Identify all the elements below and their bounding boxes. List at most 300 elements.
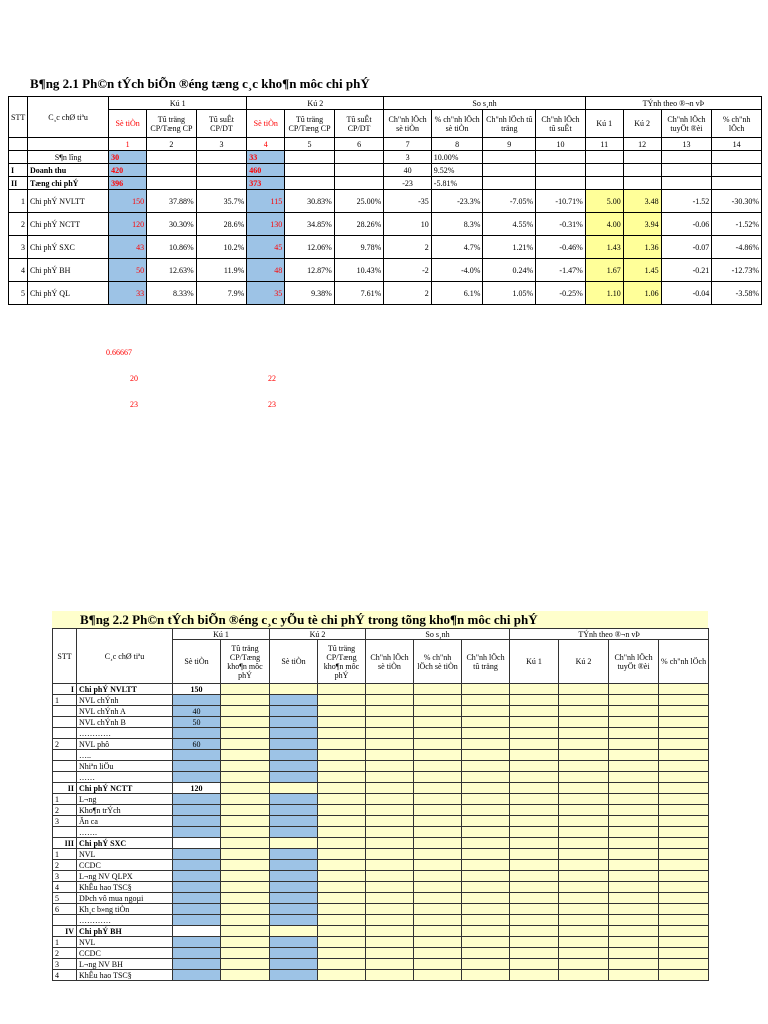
empty-cell xyxy=(559,970,609,981)
empty-cell xyxy=(609,904,659,915)
empty-cell xyxy=(366,761,414,772)
cell-ucl: -0.04 xyxy=(661,282,712,305)
table-row xyxy=(53,805,709,816)
row-label: Chi phÝ NCTT xyxy=(77,783,173,794)
cell-amount-1 xyxy=(173,728,221,739)
cell-upct: -4.86% xyxy=(712,236,762,259)
empty-cell xyxy=(559,772,609,783)
table-row xyxy=(53,948,709,959)
cell-ts2: 9.78% xyxy=(334,236,384,259)
empty-cell xyxy=(221,728,270,739)
empty-cell xyxy=(462,827,510,838)
cost-element-table xyxy=(52,628,709,981)
empty-cell xyxy=(609,948,659,959)
header-indicators: C¸c chØ tiªu xyxy=(27,97,108,138)
empty-cell xyxy=(414,794,462,805)
cell-clts: -0.46% xyxy=(536,236,586,259)
empty-cell xyxy=(366,695,414,706)
row-label: CCDC xyxy=(77,860,173,871)
empty-cell xyxy=(559,816,609,827)
header-ratio-2: Tû suÊt CP/DT xyxy=(334,110,384,138)
empty-cell xyxy=(270,783,318,794)
empty-cell xyxy=(609,937,659,948)
empty-cell xyxy=(270,860,318,871)
row-label: Chi phÝ BH xyxy=(27,259,108,282)
cell-stt: 2 xyxy=(53,860,77,871)
table-row xyxy=(53,838,709,849)
cell-cl: 2 xyxy=(384,236,431,259)
row-label: Kh¸c b»ng tiÒn xyxy=(77,904,173,915)
table-row xyxy=(9,282,762,305)
empty-cell xyxy=(559,728,609,739)
empty-cell xyxy=(221,717,270,728)
loose-value: 0.66667 xyxy=(106,348,132,357)
empty-cell xyxy=(559,915,609,926)
empty-cell xyxy=(462,948,510,959)
cell-u2: 1.45 xyxy=(623,259,661,282)
cell-tt2: 12.06% xyxy=(285,236,335,259)
table-row xyxy=(53,915,709,926)
empty-cell xyxy=(366,750,414,761)
header-pct-diff-amount: % ch"nh lÖch sè tiÒn xyxy=(431,110,483,138)
empty-cell xyxy=(609,849,659,860)
cell-upct: -1.52% xyxy=(712,213,762,236)
cell-clts: -0.31% xyxy=(536,213,586,236)
cell-clts: -0.25% xyxy=(536,282,586,305)
empty-cell xyxy=(270,772,318,783)
empty-cell xyxy=(609,926,659,937)
empty-cell xyxy=(659,794,709,805)
empty-cell xyxy=(414,893,462,904)
empty-cell xyxy=(414,728,462,739)
empty-cell xyxy=(659,970,709,981)
empty-cell xyxy=(559,860,609,871)
empty-cell xyxy=(462,849,510,860)
empty-cell xyxy=(318,882,366,893)
empty-cell xyxy=(270,750,318,761)
cost-analysis-table xyxy=(8,96,762,305)
row-label: L¬ng NV BH xyxy=(77,959,173,970)
header-diff-share: Ch"nh lÖch tû träng xyxy=(483,110,536,138)
cell-stt xyxy=(53,761,77,772)
empty-cell xyxy=(414,706,462,717)
empty-cell xyxy=(221,684,270,695)
empty-cell xyxy=(510,849,559,860)
empty-cell xyxy=(318,849,366,860)
cell-ucl: -1.52 xyxy=(661,190,712,213)
empty-cell xyxy=(659,783,709,794)
empty-cell xyxy=(609,882,659,893)
cell-ucl: -0.21 xyxy=(661,259,712,282)
empty-cell xyxy=(559,937,609,948)
cell-pct: 4.7% xyxy=(431,236,483,259)
table-row xyxy=(53,860,709,871)
cell-pct: -23.3% xyxy=(431,190,483,213)
header-amount-2: Sè tiÒn xyxy=(270,640,318,684)
cell-stt: 3 xyxy=(53,959,77,970)
empty-cell xyxy=(366,959,414,970)
empty-cell xyxy=(270,728,318,739)
header-period1: Kú 1 xyxy=(173,629,270,640)
empty-cell xyxy=(366,684,414,695)
cell-st1: 33 xyxy=(109,282,147,305)
empty-cell xyxy=(366,882,414,893)
cell-st1: 120 xyxy=(109,213,147,236)
empty-cell xyxy=(559,739,609,750)
empty-cell xyxy=(462,695,510,706)
cell-tt2: 9.38% xyxy=(285,282,335,305)
empty-cell xyxy=(414,926,462,937)
empty-cell xyxy=(318,794,366,805)
header-share-1: Tû träng CP/Tæng kho¶n môc phÝ xyxy=(221,640,270,684)
table2-title: B¶ng 2.2 Ph©n tÝch biÕn ®éng c¸c yÕu tè chi phÝ trong tõng kho¶n môc chi phÝ xyxy=(80,612,538,627)
row-label: ….. xyxy=(77,750,173,761)
empty-cell xyxy=(270,838,318,849)
empty-cell xyxy=(318,893,366,904)
empty-cell xyxy=(221,739,270,750)
header-diff-share: Ch"nh lÖch tû träng xyxy=(462,640,510,684)
empty-cell xyxy=(414,915,462,926)
empty-cell xyxy=(510,860,559,871)
header-unit-period2: Kú 2 xyxy=(559,640,609,684)
empty-cell xyxy=(609,915,659,926)
empty-cell xyxy=(270,904,318,915)
empty-cell xyxy=(318,772,366,783)
loose-value: 23 xyxy=(130,400,138,409)
empty-cell xyxy=(462,739,510,750)
cell-upct: -12.73% xyxy=(712,259,762,282)
col-number: 4 xyxy=(247,138,285,151)
empty-cell xyxy=(609,838,659,849)
empty-cell xyxy=(414,750,462,761)
empty-cell xyxy=(366,739,414,750)
empty-cell xyxy=(366,849,414,860)
empty-cell xyxy=(510,805,559,816)
cell-st1: 150 xyxy=(109,190,147,213)
empty-cell xyxy=(559,717,609,728)
empty-cell xyxy=(462,728,510,739)
header-unit-period1: Kú 1 xyxy=(585,110,623,138)
cell-st1: 50 xyxy=(109,259,147,282)
table-row xyxy=(53,816,709,827)
cell-u2: 1.06 xyxy=(623,282,661,305)
cell-stt: 1 xyxy=(53,937,77,948)
table-row xyxy=(53,849,709,860)
cell-amount-1 xyxy=(173,849,221,860)
empty-cell xyxy=(510,893,559,904)
cell-cl: -35 xyxy=(384,190,431,213)
header-unit-abs-diff: Ch"nh lÖch tuyÖt ®èi xyxy=(609,640,659,684)
empty-cell xyxy=(318,838,366,849)
empty-cell xyxy=(270,948,318,959)
cell-tt1: 10.86% xyxy=(147,236,197,259)
cell-u1: 5.00 xyxy=(585,190,623,213)
table-row xyxy=(9,190,762,213)
empty-cell xyxy=(510,827,559,838)
empty-cell xyxy=(659,948,709,959)
empty-cell xyxy=(366,717,414,728)
empty-cell xyxy=(221,959,270,970)
empty-cell xyxy=(462,783,510,794)
empty-cell xyxy=(559,948,609,959)
table-row xyxy=(9,213,762,236)
cell-ts2: 28.26% xyxy=(334,213,384,236)
row-label: NVL chÝnh B xyxy=(77,717,173,728)
cell-upct: -30.30% xyxy=(712,190,762,213)
empty-cell xyxy=(318,805,366,816)
cell-stt: I xyxy=(53,684,77,695)
cell-stt: 5 xyxy=(9,282,28,305)
table-row xyxy=(53,695,709,706)
cell-cltt: 1.05% xyxy=(483,282,536,305)
header-comparison: So s¸nh xyxy=(384,97,585,110)
empty-cell xyxy=(659,838,709,849)
cell-stt: 6 xyxy=(53,904,77,915)
empty-cell xyxy=(270,893,318,904)
header-period2: Kú 2 xyxy=(270,629,366,640)
empty-cell xyxy=(366,970,414,981)
table-row: II Tæng chi phÝ 396 373 -23 -5.81% xyxy=(9,177,762,190)
empty-cell xyxy=(270,937,318,948)
empty-cell xyxy=(366,860,414,871)
empty-cell xyxy=(414,783,462,794)
row-label: S¶n lîng xyxy=(27,151,108,164)
empty-cell xyxy=(559,904,609,915)
col-number: 2 xyxy=(147,138,197,151)
row-label: ……. xyxy=(77,827,173,838)
empty-cell xyxy=(318,959,366,970)
row-label: Chi phÝ NVLTT xyxy=(27,190,108,213)
cell-clts: -1.47% xyxy=(536,259,586,282)
cell-tt1: 8.33% xyxy=(147,282,197,305)
empty-cell xyxy=(414,871,462,882)
cell-amount-1 xyxy=(173,827,221,838)
empty-cell xyxy=(462,761,510,772)
empty-cell xyxy=(221,904,270,915)
cell-tt2: 30.83% xyxy=(285,190,335,213)
table-row xyxy=(53,684,709,695)
empty-cell xyxy=(414,761,462,772)
empty-cell xyxy=(270,849,318,860)
empty-cell xyxy=(414,805,462,816)
cell-st2: 35 xyxy=(247,282,285,305)
row-label: Kho¶n trÝch xyxy=(77,805,173,816)
empty-cell xyxy=(609,827,659,838)
cell-cltt: 4.55% xyxy=(483,213,536,236)
cell-clts: -10.71% xyxy=(536,190,586,213)
empty-cell xyxy=(510,794,559,805)
cell-u1: 1.10 xyxy=(585,282,623,305)
empty-cell xyxy=(510,882,559,893)
loose-value: 20 xyxy=(130,374,138,383)
empty-cell xyxy=(414,827,462,838)
empty-cell xyxy=(270,827,318,838)
cell-cltt: -7.05% xyxy=(483,190,536,213)
empty-cell xyxy=(270,915,318,926)
empty-cell xyxy=(270,805,318,816)
empty-cell xyxy=(659,959,709,970)
row-label: NVL xyxy=(77,937,173,948)
row-label: DÞch vô mua ngoµi xyxy=(77,893,173,904)
table-row xyxy=(53,728,709,739)
table-row: S¶n lîng 30 33 3 10.00% xyxy=(9,151,762,164)
table-row xyxy=(53,959,709,970)
empty-cell xyxy=(414,904,462,915)
header-per-unit: TÝnh theo ®¬n vÞ xyxy=(510,629,709,640)
empty-cell xyxy=(318,761,366,772)
empty-cell xyxy=(318,937,366,948)
header-unit-period1: Kú 1 xyxy=(510,640,559,684)
empty-cell xyxy=(318,816,366,827)
col-number: 14 xyxy=(712,138,762,151)
empty-cell xyxy=(559,695,609,706)
cell-amount-1 xyxy=(173,871,221,882)
empty-cell xyxy=(609,805,659,816)
empty-cell xyxy=(510,717,559,728)
cell-amount-1 xyxy=(173,893,221,904)
cell-amount-1 xyxy=(173,959,221,970)
empty-cell xyxy=(462,937,510,948)
empty-cell xyxy=(659,860,709,871)
row-label: Ăn ca xyxy=(77,816,173,827)
empty-cell xyxy=(462,959,510,970)
empty-cell xyxy=(414,937,462,948)
empty-cell xyxy=(221,794,270,805)
col-number: 13 xyxy=(661,138,712,151)
loose-value: 23 xyxy=(268,400,276,409)
header-share-1: Tû träng CP/Tæng CP xyxy=(147,110,197,138)
empty-cell xyxy=(609,794,659,805)
empty-cell xyxy=(366,948,414,959)
table-row xyxy=(53,772,709,783)
empty-cell xyxy=(510,706,559,717)
empty-cell xyxy=(366,805,414,816)
row-label: KhÊu hao TSC§ xyxy=(77,882,173,893)
empty-cell xyxy=(318,728,366,739)
empty-cell xyxy=(559,838,609,849)
cell-stt: 4 xyxy=(53,970,77,981)
table-row xyxy=(53,827,709,838)
row-label: ………… xyxy=(77,915,173,926)
cell-tt2: 12.87% xyxy=(285,259,335,282)
empty-cell xyxy=(414,684,462,695)
empty-cell xyxy=(659,893,709,904)
empty-cell xyxy=(659,849,709,860)
table-row xyxy=(53,882,709,893)
cell-cl: -2 xyxy=(384,259,431,282)
empty-cell xyxy=(510,871,559,882)
cell-stt: 4 xyxy=(9,259,28,282)
empty-cell xyxy=(318,915,366,926)
empty-cell xyxy=(659,706,709,717)
empty-cell xyxy=(659,684,709,695)
cell-stt: 1 xyxy=(53,695,77,706)
empty-cell xyxy=(659,750,709,761)
empty-cell xyxy=(559,893,609,904)
empty-cell xyxy=(221,816,270,827)
empty-cell xyxy=(366,783,414,794)
cell-stt: 1 xyxy=(9,190,28,213)
cell-stt: 3 xyxy=(53,871,77,882)
empty-cell xyxy=(462,970,510,981)
empty-cell xyxy=(414,695,462,706)
cell-amount-1 xyxy=(173,882,221,893)
empty-cell xyxy=(609,750,659,761)
cell-stt: 4 xyxy=(53,882,77,893)
header-unit-abs-diff: Ch"nh lÖch tuyÖt ®èi xyxy=(661,110,712,138)
cell-ts2: 10.43% xyxy=(334,259,384,282)
empty-cell xyxy=(270,926,318,937)
empty-cell xyxy=(318,717,366,728)
cell-tt1: 12.63% xyxy=(147,259,197,282)
empty-cell xyxy=(366,871,414,882)
cell-pct: 6.1% xyxy=(431,282,483,305)
empty-cell xyxy=(510,750,559,761)
empty-cell xyxy=(414,948,462,959)
row-label: NVL phô xyxy=(77,739,173,750)
cell-stt xyxy=(53,728,77,739)
header-indicators: C¸c chØ tiªu xyxy=(77,629,173,684)
empty-cell xyxy=(559,750,609,761)
empty-cell xyxy=(659,882,709,893)
empty-cell xyxy=(414,717,462,728)
empty-cell xyxy=(270,739,318,750)
row-label: L¬ng NV QLPX xyxy=(77,871,173,882)
cell-stt: III xyxy=(53,838,77,849)
empty-cell xyxy=(559,849,609,860)
table-row xyxy=(9,259,762,282)
empty-cell xyxy=(609,970,659,981)
table-row xyxy=(53,761,709,772)
cell-st1: 43 xyxy=(109,236,147,259)
header-amount-1: Sè tiÒn xyxy=(173,640,221,684)
empty-cell xyxy=(270,684,318,695)
header-per-unit: TÝnh theo ®¬n vÞ xyxy=(585,97,761,110)
empty-cell xyxy=(659,926,709,937)
empty-cell xyxy=(221,926,270,937)
table-row xyxy=(53,926,709,937)
cell-stt xyxy=(53,750,77,761)
empty-cell xyxy=(462,838,510,849)
empty-cell xyxy=(366,915,414,926)
empty-cell xyxy=(609,860,659,871)
empty-cell xyxy=(221,882,270,893)
header-diff-ratio: Ch"nh lÖch tû suÊt xyxy=(536,110,586,138)
row-label: Nhiªn liÖu xyxy=(77,761,173,772)
cell-cl: 2 xyxy=(384,282,431,305)
header-diff-amount: Ch"nh lÖch sè tiÒn xyxy=(384,110,431,138)
empty-cell xyxy=(462,926,510,937)
table-row xyxy=(53,970,709,981)
header-amount-1: Sè tiÒn xyxy=(109,110,147,138)
col-number: 11 xyxy=(585,138,623,151)
row-label: KhÊu hao TSC§ xyxy=(77,970,173,981)
empty-cell xyxy=(510,695,559,706)
cell-amount-1 xyxy=(173,772,221,783)
cell-u1: 4.00 xyxy=(585,213,623,236)
empty-cell xyxy=(559,882,609,893)
empty-cell xyxy=(414,739,462,750)
cell-st2: 115 xyxy=(247,190,285,213)
col-number: 7 xyxy=(384,138,431,151)
empty-cell xyxy=(318,970,366,981)
row-label: Chi phÝ NVLTT xyxy=(77,684,173,695)
cell-stt: 2 xyxy=(9,213,28,236)
empty-cell xyxy=(510,904,559,915)
empty-cell xyxy=(462,871,510,882)
cell-amount-1 xyxy=(173,970,221,981)
cell-ts1: 7.9% xyxy=(196,282,247,305)
